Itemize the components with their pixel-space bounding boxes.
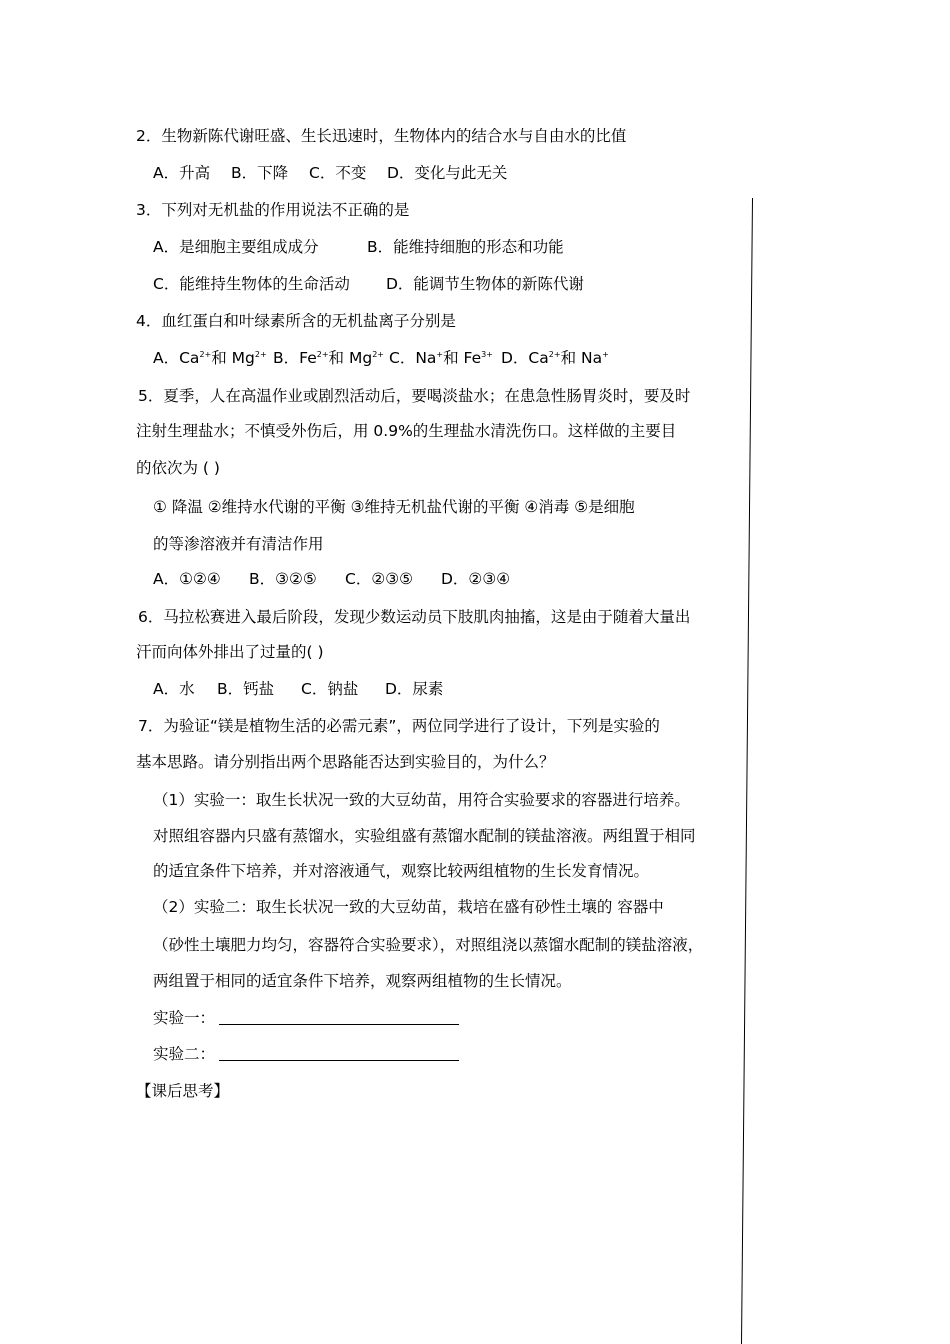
q5-line1: 5．夏季，人在高温作业或剧烈活动后，要喝淡盐水；在患急性肠胃炎时，要及时	[138, 387, 691, 405]
q6-options	[153, 679, 443, 699]
q2-options	[153, 163, 507, 183]
q3-option-b: B．能维持细胞的形态和功能	[367, 238, 564, 256]
q6-option-b: B．钙盐	[217, 680, 275, 698]
q6-option-a: A．水	[153, 680, 195, 698]
q7-answer2-blank[interactable]	[219, 1046, 459, 1061]
q4-stem: 4．血红蛋白和叶绿素所含的无机盐离子分别是	[136, 312, 456, 330]
q6-option-d: D．尿素	[385, 680, 444, 698]
q5-option-d: D．②③④	[441, 570, 511, 588]
q3-option-c: C．能维持生物体的生命活动	[153, 275, 350, 293]
q5-option-a: A．①②④	[153, 570, 221, 588]
q3-options-row2	[153, 274, 584, 294]
q4-options	[153, 348, 609, 368]
q3-stem: 3．下列对无机盐的作用说法不正确的是	[136, 201, 410, 219]
q6-line1: 6．马拉松赛进入最后阶段，发现少数运动员下肢肌肉抽搐，这是由于随着大量出	[138, 608, 691, 626]
q7-answer2	[153, 1044, 459, 1064]
q2-option-a: A．升高	[153, 164, 211, 182]
q2-option-b: B．下降	[231, 164, 289, 182]
q7-line2: 基本思路。请分别指出两个思路能否达到实验目的，为什么？	[136, 753, 555, 771]
q4-option-c: C．Na+和 $Fe^{3+}$	[389, 349, 493, 367]
q7-exp2-line3: 两组置于相同的适宜条件下培养，观察两组植物的生长情况。	[153, 972, 572, 990]
q7-exp1-line2: 对照组容器内只盛有蒸馏水，实验组盛有蒸馏水配制的镁盐溶液。两组置于相同	[153, 827, 696, 845]
q7-exp2-line2: （砂性土壤肥力均匀，容器符合实验要求），对照组浇以蒸馏水配制的镁盐溶液，	[153, 936, 704, 954]
q5-options	[153, 569, 510, 589]
margin-line	[741, 198, 753, 1344]
q4-option-d: D．$Ca^{2+}$和 Na+	[501, 349, 609, 367]
q3-option-d: D．能调节生物体的新陈代谢	[386, 275, 584, 293]
q5-items2: 的等渗溶液并有清洁作用	[153, 535, 324, 553]
q2-stem: 2．生物新陈代谢旺盛、生长迅速时，生物体内的结合水与自由水的比值	[136, 127, 627, 145]
q7-exp2-line1: （2）实验二：取生长状况一致的大豆幼苗，栽培在盛有砂性土壤的 容器中	[153, 898, 664, 916]
q5-line3: 的依次为 ( )	[136, 459, 220, 477]
q7-answer1-blank[interactable]	[219, 1010, 459, 1025]
q5-items1: ① 降温 ②维持水代谢的平衡 ③维持无机盐代谢的平衡 ④消毒 ⑤是细胞	[153, 498, 635, 516]
q6-option-c: C．钠盐	[301, 680, 359, 698]
q2-option-d: D．变化与此无关	[387, 164, 508, 182]
q5-option-b: B．③②⑤	[249, 570, 317, 588]
q7-answer1	[153, 1008, 459, 1028]
q4-option-a: A．$Ca^{2+}$和 $Mg^{2+}$	[153, 349, 267, 367]
q7-exp1-line1: （1）实验一：取生长状况一致的大豆幼苗，用符合实验要求的容器进行培养。	[153, 791, 690, 809]
q3-option-a: A．是细胞主要组成成分	[153, 238, 319, 256]
q5-option-c: C．②③⑤	[345, 570, 414, 588]
q7-exp1-line3: 的适宜条件下培养，并对溶液通气，观察比较两组植物的生长发育情况。	[153, 862, 650, 880]
q7-line1: 7．为验证“镁是植物生活的必需元素”，两位同学进行了设计，下列是实验的	[138, 717, 660, 735]
q2-option-c: C．不变	[309, 164, 367, 182]
q4-option-b: B．$Fe^{2+}$和 $Mg^{2+}$	[273, 349, 384, 367]
q7-answer1-label: 实验一：	[153, 1009, 216, 1027]
q6-line2: 汗而向体外排出了过量的( )	[136, 643, 324, 661]
q7-answer2-label: 实验二：	[153, 1045, 216, 1063]
section-title: 【课后思考】	[136, 1082, 230, 1100]
q3-options-row1	[153, 237, 564, 257]
q5-line2: 注射生理盐水；不慎受外伤后，用 0.9%的生理盐水清洗伤口。这样做的主要目	[136, 422, 677, 440]
